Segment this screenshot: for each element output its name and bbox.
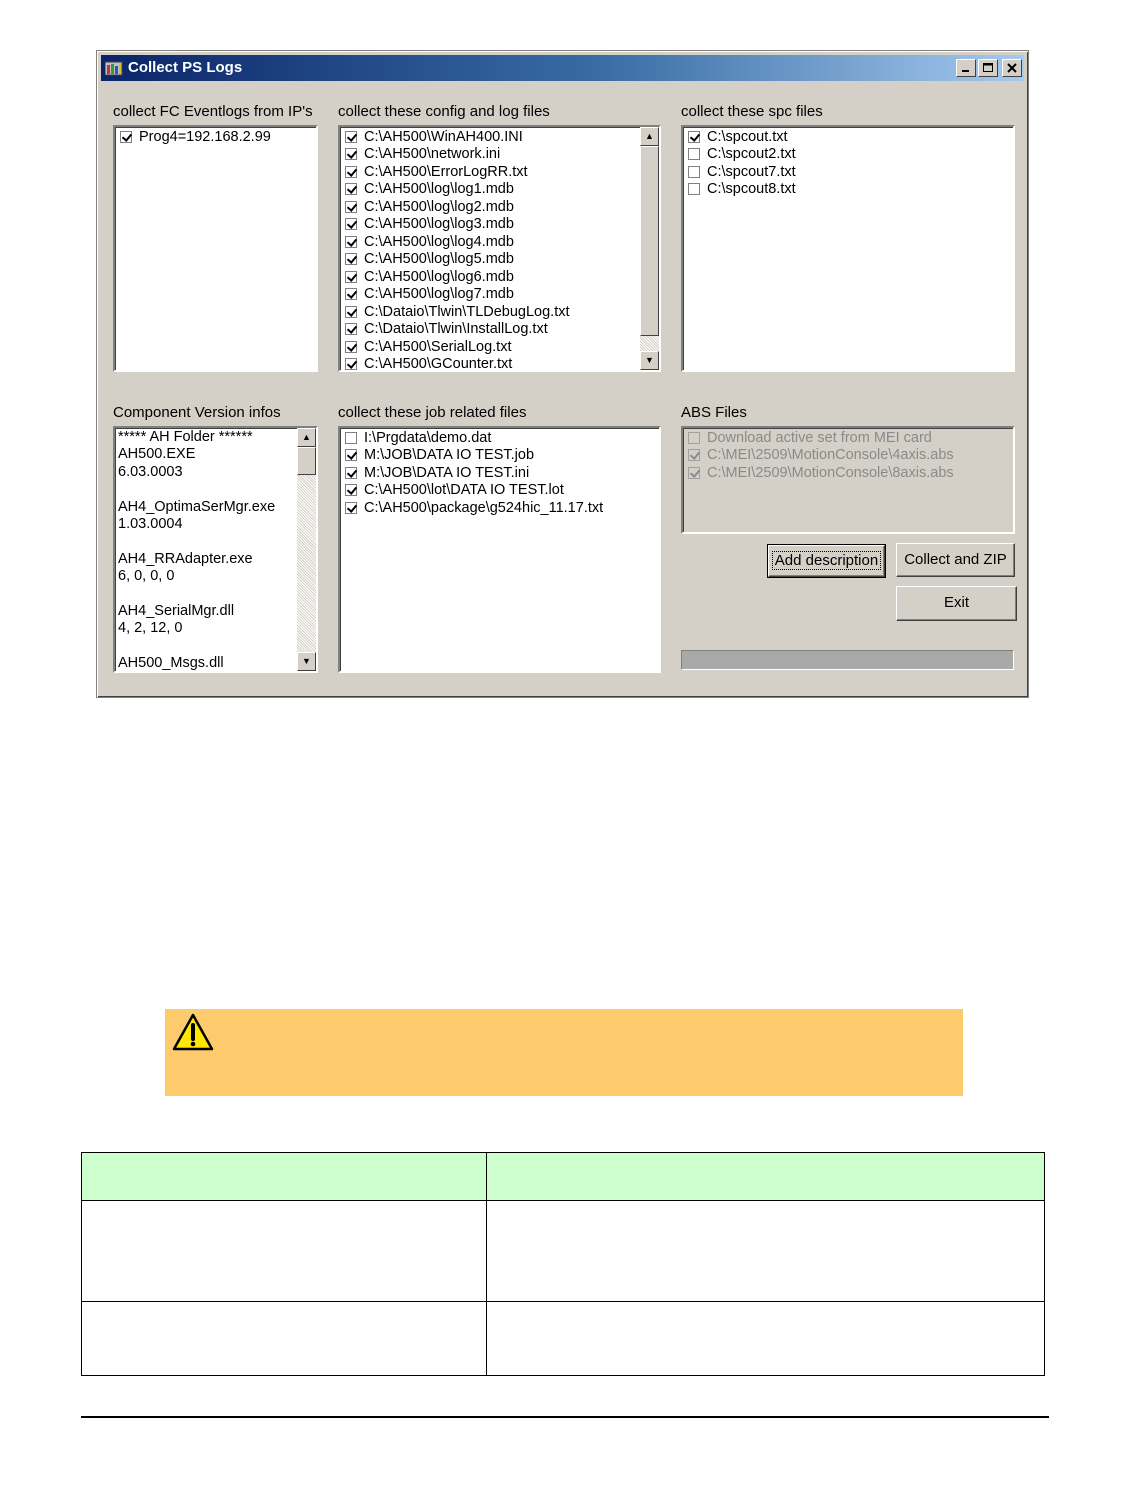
config-files-rows — [343, 128, 639, 372]
warning-box — [165, 1009, 963, 1096]
table-cell — [82, 1302, 487, 1376]
version-infos-text — [118, 429, 294, 672]
minimize-button[interactable] — [956, 59, 976, 77]
checkbox — [688, 449, 700, 461]
version-line: 4, 2, 12, 0 — [118, 620, 183, 637]
table-cell — [487, 1201, 1045, 1302]
version-line: ***** AH Folder ****** — [118, 429, 253, 445]
scroll-thumb[interactable] — [640, 146, 659, 336]
table-row — [82, 1201, 1045, 1302]
scroll-up-button[interactable] — [297, 428, 316, 447]
checkbox[interactable] — [345, 236, 357, 248]
version-line — [118, 533, 294, 550]
version-infos-scrollbar[interactable] — [297, 428, 316, 671]
table-cell — [487, 1302, 1045, 1376]
table-cell — [82, 1201, 487, 1302]
checkbox[interactable] — [345, 183, 357, 195]
list-item-label: C:\AH500\log\log3.mdb — [364, 216, 514, 233]
info-table — [81, 1152, 1045, 1376]
title-bar[interactable] — [101, 55, 1024, 81]
list-item-label: C:\MEI\2509\MotionConsole\4axis.abs — [707, 447, 954, 464]
checkbox[interactable] — [345, 502, 357, 514]
arrow-up-icon: ▲ — [302, 432, 311, 442]
checkbox[interactable] — [345, 467, 357, 479]
maximize-icon — [982, 62, 994, 74]
exit-button[interactable] — [896, 586, 1017, 621]
list-item-label: C:\Dataio\Tlwin\TLDebugLog.txt — [364, 303, 570, 320]
list-item-label: C:\AH500\SerialLog.txt — [364, 338, 512, 355]
footer-rule — [81, 1416, 1049, 1418]
list-item-label: C:\AH500\log\log4.mdb — [364, 233, 514, 250]
checkbox[interactable] — [345, 341, 357, 353]
list-item[interactable] — [118, 128, 296, 146]
list-item[interactable] — [343, 482, 639, 500]
list-item[interactable] — [343, 499, 639, 517]
version-line: AH4_OptimaSerMgr.exe — [118, 498, 276, 515]
list-item[interactable] — [343, 181, 639, 199]
table-row — [82, 1302, 1045, 1376]
version-line: AH500_Msgs.dll — [118, 655, 224, 672]
checkbox — [688, 432, 700, 444]
list-item — [686, 447, 993, 465]
checkbox[interactable] — [688, 148, 700, 160]
list-item-label: C:\AH500\package\g524hic_11.17.txt — [364, 499, 604, 516]
list-item-label: I:\Prgdata\demo.dat — [364, 429, 492, 446]
warning-icon — [171, 1012, 215, 1052]
exit-label: Exit — [943, 594, 969, 611]
list-item-label: C:\Dataio\Tlwin\InstallLog.txt — [364, 321, 548, 338]
config-files-label: collect these config and log files — [338, 103, 550, 120]
add-description-button[interactable] — [768, 545, 885, 577]
list-item[interactable] — [343, 429, 639, 447]
eventlogs-rows — [118, 128, 296, 146]
list-item-label: C:\AH500\log\log1.mdb — [364, 181, 514, 198]
list-item[interactable] — [343, 163, 639, 181]
scroll-down-button[interactable] — [297, 652, 316, 671]
table-header-cell — [82, 1153, 487, 1201]
arrow-up-icon: ▲ — [645, 131, 654, 141]
list-item[interactable] — [343, 464, 639, 482]
spc-files-rows — [686, 128, 993, 198]
abs-files-list — [681, 426, 1015, 534]
checkbox[interactable] — [345, 131, 357, 143]
eventlogs-label: collect FC Eventlogs from IP's — [113, 103, 313, 120]
job-files-label: collect these job related files — [338, 404, 527, 421]
add-description-label: Add description — [772, 551, 881, 570]
spc-files-label: collect these spc files — [681, 103, 823, 120]
version-line: 6.03.0003 — [118, 463, 183, 480]
checkbox[interactable] — [345, 218, 357, 230]
scroll-thumb[interactable] — [297, 447, 316, 475]
checkbox[interactable] — [345, 201, 357, 213]
list-item-label: C:\spcout8.txt — [707, 181, 796, 198]
list-item-label: M:\JOB\DATA IO TEST.ini — [364, 464, 530, 481]
checkbox[interactable] — [345, 148, 357, 160]
list-item-label: C:\AH500\log\log2.mdb — [364, 198, 514, 215]
version-line — [118, 586, 294, 603]
version-line: 6, 0, 0, 0 — [118, 568, 175, 585]
version-line: AH500.EXE — [118, 446, 196, 463]
checkbox[interactable] — [688, 183, 700, 195]
list-item-label: C:\MEI\2509\MotionConsole\8axis.abs — [707, 464, 954, 481]
maximize-button[interactable] — [978, 59, 998, 77]
checkbox[interactable] — [345, 432, 357, 444]
list-item-label: C:\spcout2.txt — [707, 146, 796, 163]
list-item-label: C:\AH500\network.ini — [364, 146, 501, 163]
app-icon — [105, 60, 123, 76]
version-infos-label: Component Version infos — [113, 404, 281, 421]
list-item-label: C:\AH500\log\log7.mdb — [364, 286, 514, 303]
list-item-label: C:\spcout7.txt — [707, 163, 796, 180]
table-header-row — [82, 1153, 1045, 1201]
list-item-label: Download active set from MEI card — [707, 429, 932, 446]
list-item[interactable] — [343, 233, 639, 251]
spc-files-list[interactable] — [681, 125, 1015, 372]
checkbox[interactable] — [345, 449, 357, 461]
list-item[interactable] — [343, 251, 639, 269]
list-item[interactable] — [686, 128, 993, 146]
scroll-down-button[interactable] — [640, 351, 659, 370]
list-item — [686, 429, 993, 447]
version-line: AH4_RRAdapter.exe — [118, 550, 253, 567]
collect-and-zip-button[interactable] — [896, 543, 1015, 577]
close-button[interactable] — [1002, 59, 1022, 77]
collect-ps-logs-window — [96, 50, 1029, 698]
checkbox — [688, 467, 700, 479]
list-item-label: C:\AH500\GCounter.txt — [364, 356, 513, 372]
list-item-label: M:\JOB\DATA IO TEST.job — [364, 447, 535, 464]
checkbox[interactable] — [345, 271, 357, 283]
list-item[interactable] — [343, 286, 639, 304]
list-item-label: C:\AH500\ErrorLogRR.txt — [364, 163, 528, 180]
version-infos-textbox[interactable] — [113, 426, 318, 673]
list-item-label: C:\AH500\log\log6.mdb — [364, 268, 514, 285]
collect-and-zip-label: Collect and ZIP — [904, 551, 1007, 568]
minimize-icon — [960, 62, 972, 74]
list-item[interactable] — [686, 146, 993, 164]
close-icon — [1006, 62, 1018, 74]
list-item[interactable] — [343, 128, 639, 146]
checkbox[interactable] — [345, 358, 357, 370]
checkbox[interactable] — [345, 484, 357, 496]
abs-files-label: ABS Files — [681, 404, 747, 421]
list-item[interactable] — [686, 181, 993, 199]
checkbox[interactable] — [688, 166, 700, 178]
config-files-scrollbar[interactable] — [640, 127, 659, 370]
version-line: AH4_SerialMgr.dll — [118, 602, 235, 619]
list-item-label: Prog4=192.168.2.99 — [139, 128, 271, 145]
version-line — [118, 481, 294, 498]
scroll-up-button[interactable] — [640, 127, 659, 146]
list-item[interactable] — [343, 146, 639, 164]
list-item[interactable] — [343, 321, 639, 339]
version-line: 1.03.0004 — [118, 515, 183, 532]
progress-bar — [681, 650, 1014, 670]
list-item-label: C:\AH500\lot\DATA IO TEST.lot — [364, 482, 564, 499]
job-files-list[interactable] — [338, 426, 661, 673]
list-item[interactable] — [686, 163, 993, 181]
list-item[interactable] — [343, 198, 639, 216]
list-item[interactable] — [343, 356, 639, 373]
config-files-list[interactable] — [338, 125, 661, 372]
table-header-cell — [487, 1153, 1045, 1201]
checkbox[interactable] — [120, 131, 132, 143]
checkbox[interactable] — [345, 323, 357, 335]
list-item[interactable] — [343, 268, 639, 286]
window-title: Collect PS Logs — [128, 59, 243, 76]
checkbox[interactable] — [688, 131, 700, 143]
list-item[interactable] — [343, 447, 639, 465]
version-line — [118, 638, 294, 655]
list-item[interactable] — [343, 303, 639, 321]
list-item-label: C:\spcout.txt — [707, 128, 788, 145]
arrow-down-icon: ▼ — [645, 355, 654, 365]
list-item-label: C:\AH500\log\log5.mdb — [364, 251, 514, 268]
checkbox[interactable] — [345, 253, 357, 265]
list-item[interactable] — [343, 338, 639, 356]
job-files-rows — [343, 429, 639, 517]
arrow-down-icon: ▼ — [302, 656, 311, 666]
eventlogs-list[interactable] — [113, 125, 318, 372]
abs-files-rows — [686, 429, 993, 482]
checkbox[interactable] — [345, 306, 357, 318]
list-item — [686, 464, 993, 482]
list-item-label: C:\AH500\WinAH400.INI — [364, 128, 523, 145]
checkbox[interactable] — [345, 166, 357, 178]
list-item[interactable] — [343, 216, 639, 234]
checkbox[interactable] — [345, 288, 357, 300]
